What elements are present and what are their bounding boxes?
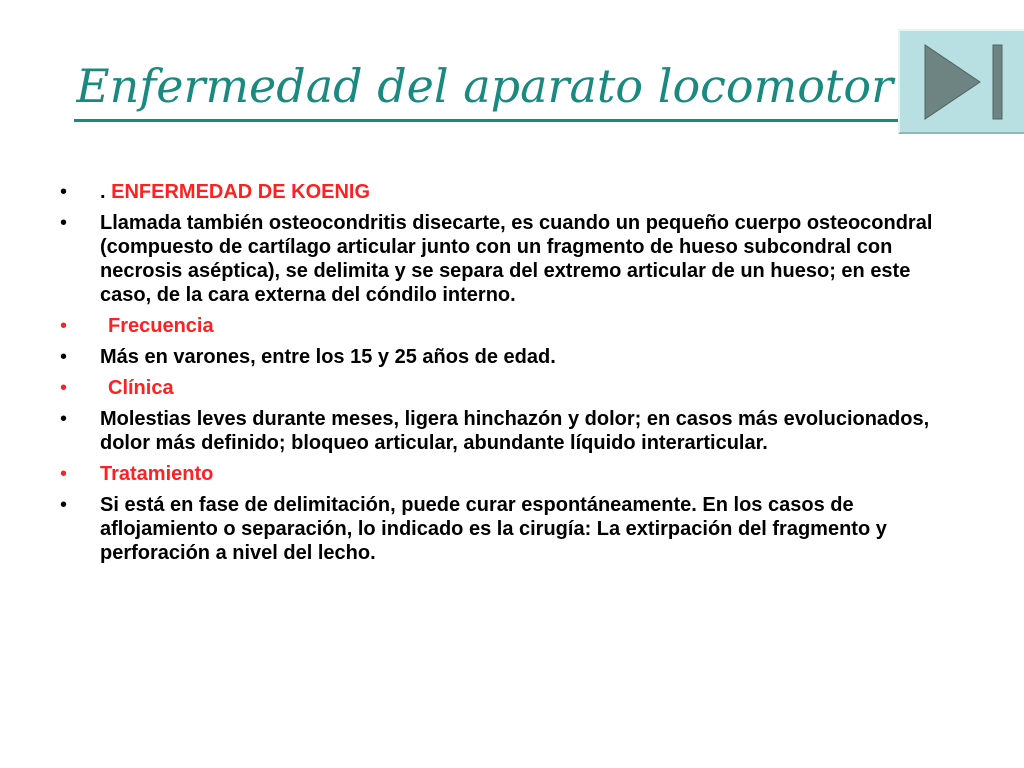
- list-item: [60, 376, 960, 400]
- item-heading: ENFERMEDAD DE KOENIG: [111, 181, 371, 203]
- item-prefix: .: [100, 181, 112, 203]
- item-heading: Frecuencia: [108, 315, 214, 337]
- bullet: •: [60, 346, 68, 368]
- bullet: •: [60, 315, 68, 337]
- next-slide-button[interactable]: [898, 29, 1024, 134]
- list-item: [60, 345, 960, 369]
- list-item: [60, 493, 960, 565]
- item-text: Más en varones, entre los 15 y 25 años de edad.: [100, 346, 556, 368]
- slide-title: Enfermedad del aparato locomotor: [76, 59, 894, 113]
- bullet: •: [60, 212, 68, 234]
- item-text: Llamada también osteocondritis disecarte, es cuando un pequeño cuerpo osteocondral (compuesto de cartílago articular junto con un fragmento de hueso subcondral con necrosis aséptica), se delimita y se separa del extremo articular de un hueso; en este caso, de la cara externa del cóndilo interno.: [100, 212, 933, 306]
- item-heading: Tratamiento: [100, 463, 214, 485]
- list-item: [60, 462, 960, 486]
- bullet: •: [60, 377, 68, 399]
- bullet-list: [60, 180, 960, 572]
- list-item: [60, 314, 960, 338]
- list-item: [60, 211, 960, 307]
- title-underline: [74, 119, 916, 122]
- list-item: [60, 407, 960, 455]
- item-text: Molestias leves durante meses, ligera hinchazón y dolor; en casos más evolucionados, dolor más definido; bloqueo articular, abundante líquido interarticular.: [100, 408, 930, 454]
- bullet: •: [60, 463, 68, 485]
- item-text: Si está en fase de delimitación, puede curar espontáneamente. En los casos de aflojamiento o separación, lo indicado es la cirugía: La extirpación del fragmento y perforación a nivel del lecho.: [100, 494, 887, 564]
- play-end-icon: [900, 31, 1024, 136]
- bullet: •: [60, 408, 68, 430]
- bullet: •: [60, 494, 68, 516]
- list-item: [60, 180, 960, 204]
- bullet: •: [60, 181, 68, 203]
- item-heading: Clínica: [108, 377, 174, 399]
